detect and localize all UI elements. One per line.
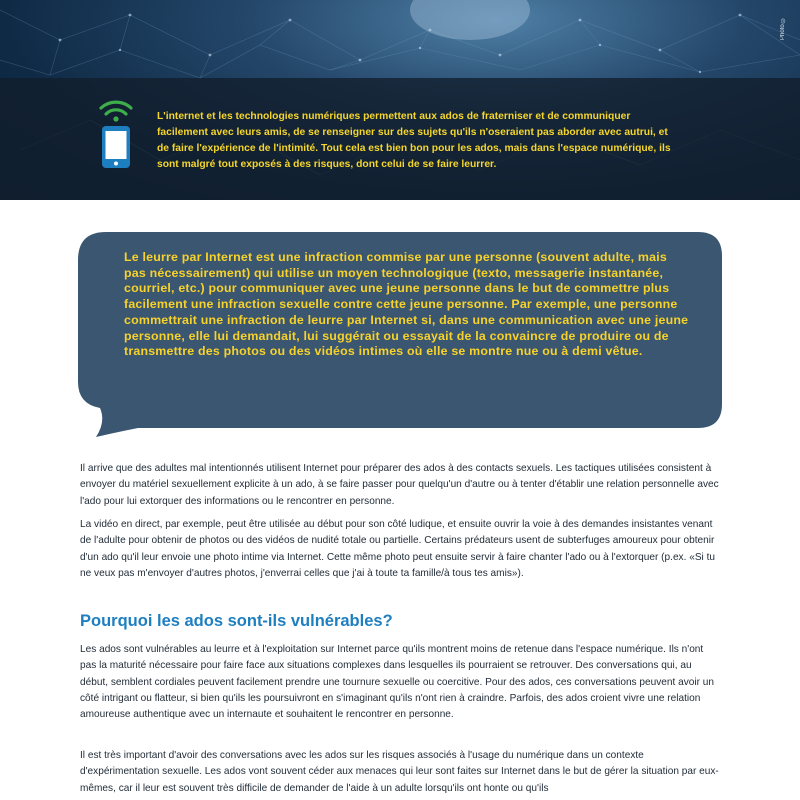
photo-credit: Photo © bbox=[780, 16, 786, 40]
intro-text: L'internet et les technologies numériques permettent aux ados de fraterniser et de communiquer facilement avec leurs amis, de se renseigner sur des sujets qu'ils n'oseraient pas aborder avec autrui, et de faire l'expérience de l'intimité. Tout cela est bien bon pour les ados, mais dans l'espace numérique, ils sont malgré tout exposés à des risques, dont celui de se faire leurrer. bbox=[157, 111, 671, 170]
definition-text: Le leurre par Internet est une infraction commise par une personne (souvent adulte, mais pas nécessairement) qui utilise un moyen technologique (texto, messagerie instantanée, courriel, etc.) pour communiquer avec une jeune personne dans le but de commettre plus facilement une infraction sexuelle contre cette jeune personne. Par exemple, une personne commettrait une infraction de leurre par Internet si, dans une communication avec une jeune personne, elle lui demandait, lui suggérait ou essayait de la convaincre de produire ou de transmettre des photos ou des vidéos intimes où elle se montre nue ou à demi vêtue. bbox=[124, 250, 689, 359]
wireless-phone-icon bbox=[96, 96, 136, 170]
paragraph-1: Il arrive que des adultes mal intentionnés utilisent Internet pour préparer des ados à des contacts sexuels. Les tactiques utilisées consistent à envoyer du matériel sexuellement explicite à un ado, à se faire passer pour quelqu'un d'autre ou à tenter d'établir une relation personnelle avec l'ado pour lui extorquer des informations ou le rencontrer en personne. bbox=[80, 463, 719, 507]
paragraph-4: Il est très important d'avoir des conversations avec les ados sur les risques associés à l'usage du numérique dans un contexte d'expérimentation sexuelle. Les ados vont souvent céder aux menaces qui leur sont faites sur Internet dans le but de gérer la situation par eux-mêmes, car il leur est souvent très difficile de demander de l'aide à un adulte lorsqu'ils ont honte ou qu'ils bbox=[80, 750, 719, 794]
hero-banner bbox=[0, 0, 800, 200]
paragraph-3: Les ados sont vulnérables au leurre et à l'exploitation sur Internet parce qu'ils montrent moins de retenue dans l'espace numérique. Ils n'ont pas la maturité nécessaire pour faire face aux situations complexes dans lesquelles ils pourraient se retrouver. Des conversations qui, au début, semblent cordiales peuvent facilement prendre une tournure sexuelle ou coercitive. Pour des ados, ces conversations peuvent avoir un côté intrigant ou flatteur, si bien qu'ils les poursuivront en s'imaginant qu'ils n'ont rien à craindre. Parfois, des ados croient vivre une relation amoureuse authentique avec un internaute et souhaitent le rencontrer en personne. bbox=[80, 644, 715, 721]
paragraph-2: La vidéo en direct, par exemple, peut être utilisée au début pour son côté ludique, et ensuite ouvrir la voie à des demandes insistantes venant de l'adulte pour obtenir de photos ou des vidéos de nudité totale ou partielle. Certains prédateurs usent de subterfuges amoureux pour obtenir d'un ado qu'il leur envoie une photo intime via Internet. Cette même photo peut ensuite servir à faire chanter l'ado ou à l'extorquer (p.ex. «Si tu ne veux pas m'envoyer d'autres photos, j'enverrai celles que j'ai à toute ta famille/à tous tes amis»). bbox=[80, 519, 716, 579]
section-heading: Pourquoi les ados sont-ils vulnérables? bbox=[80, 612, 393, 630]
